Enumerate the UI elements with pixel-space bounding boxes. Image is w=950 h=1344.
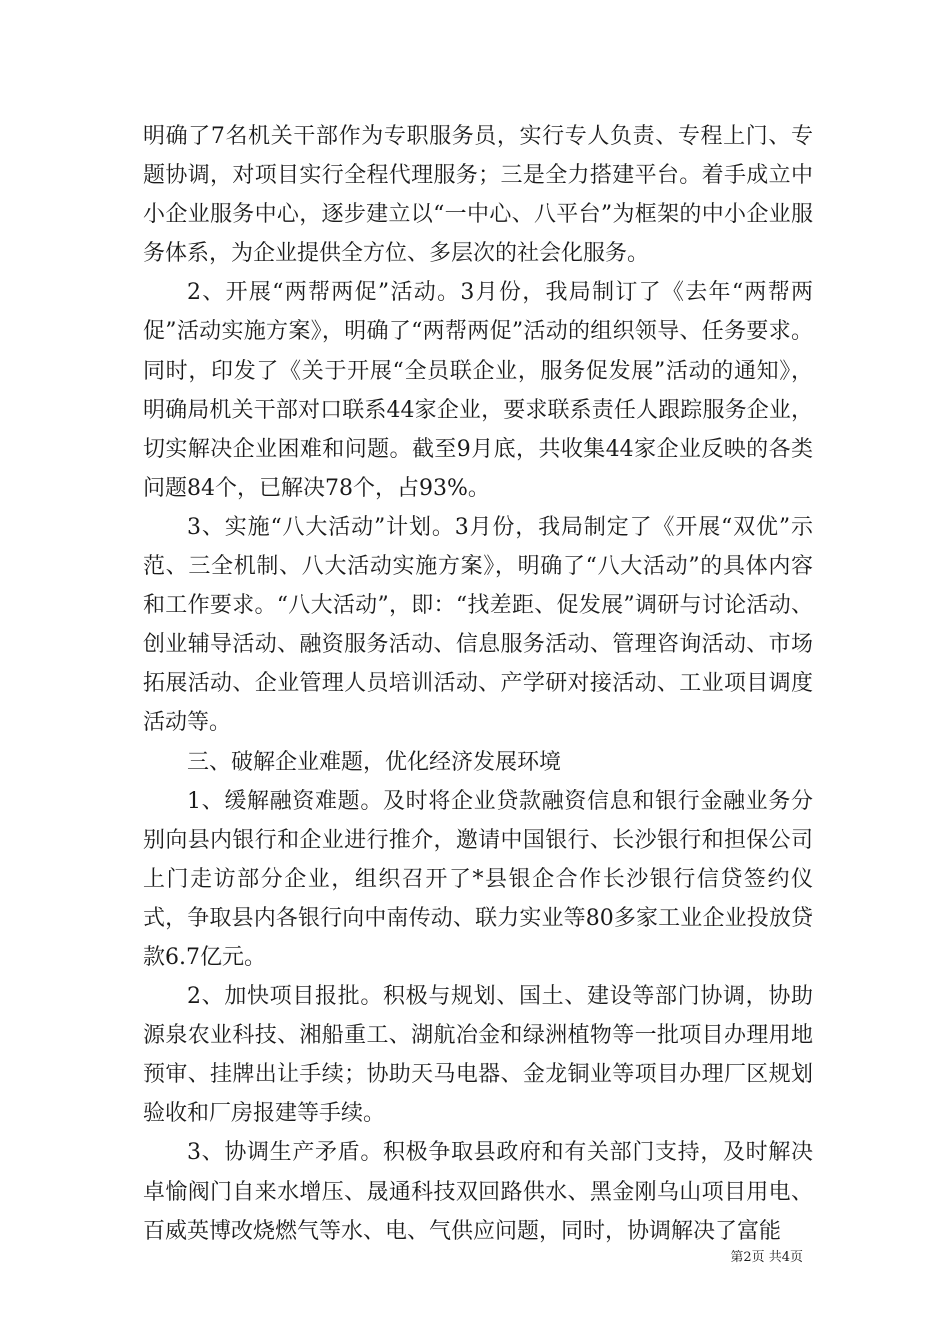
paragraph-financing: 1、缓解融资难题。及时将企业贷款融资信息和银行金融业务分别向县内银行和企业进行推介，邀请中国银行、长沙银行和担保公司上门走访部分企业，组织召开了*县银企合作长沙银行信贷签约仪式，争取县内各银行向中南传动、联力实业等80多家工业企业投放贷款6.7亿元。 [143, 788, 813, 970]
paragraph-two-help-two-promote: 2、开展“两帮两促”活动。3月份，我局制订了《去年“两帮两促”活动实施方案》，明确了“两帮两促”活动的组织领导、任务要求。同时，印发了《关于开展“全员联企业，服务促发展”活动的通知》，明确局机关干部对口联系44家企业，要求联系责任人跟踪服务企业，切实解决企业困难和问题。截至9月底，共收集44家企业反映的各类问题84个，已解决78个，占93%。 [143, 280, 813, 501]
page-footer: 第2页 共4页 [730, 1250, 803, 1265]
document-body [143, 117, 813, 1251]
paragraph-eight-activities: 3、实施“八大活动”计划。3月份，我局制定了《开展“双优”示范、三全机制、八大活动实施方案》，明确了“八大活动”的具体内容和工作要求。“八大活动”，即：“找差距、促发展”调研与讨论活动、创业辅导活动、融资服务活动、信息服务活动、管理咨询活动、市场拓展活动、企业管理人员培训活动、产学研对接活动、工业项目调度活动等。 [143, 514, 813, 736]
paragraph-production-conflicts: 3、协调生产矛盾。积极争取县政府和有关部门支持，及时解决卓愉阀门自来水增压、晟通科技双回路供水、黑金刚乌山项目用电、百威英博改烧燃气等水、电、气供应问题，同时，协调解决了富能 [143, 1140, 813, 1244]
section-heading-three: 三、破解企业难题，优化经济发展环境 [187, 749, 562, 775]
paragraph-project-approval: 2、加快项目报批。积极与规划、国土、建设等部门协调，协助源泉农业科技、湘船重工、湖航冶金和绿洲植物等一批项目办理用地预审、挂牌出让手续；协助天马电器、金龙铜业等项目办理厂区规划验收和厂房报建等手续。 [143, 984, 813, 1127]
paragraph-continued: 明确了7名机关干部作为专职服务员，实行专人负责、专程上门、专题协调，对项目实行全程代理服务；三是全力搭建平台。着手成立中小企业服务中心，逐步建立以“一中心、八平台”为框架的中小企业服务体系，为企业提供全方位、多层次的社会化服务。 [143, 124, 813, 267]
